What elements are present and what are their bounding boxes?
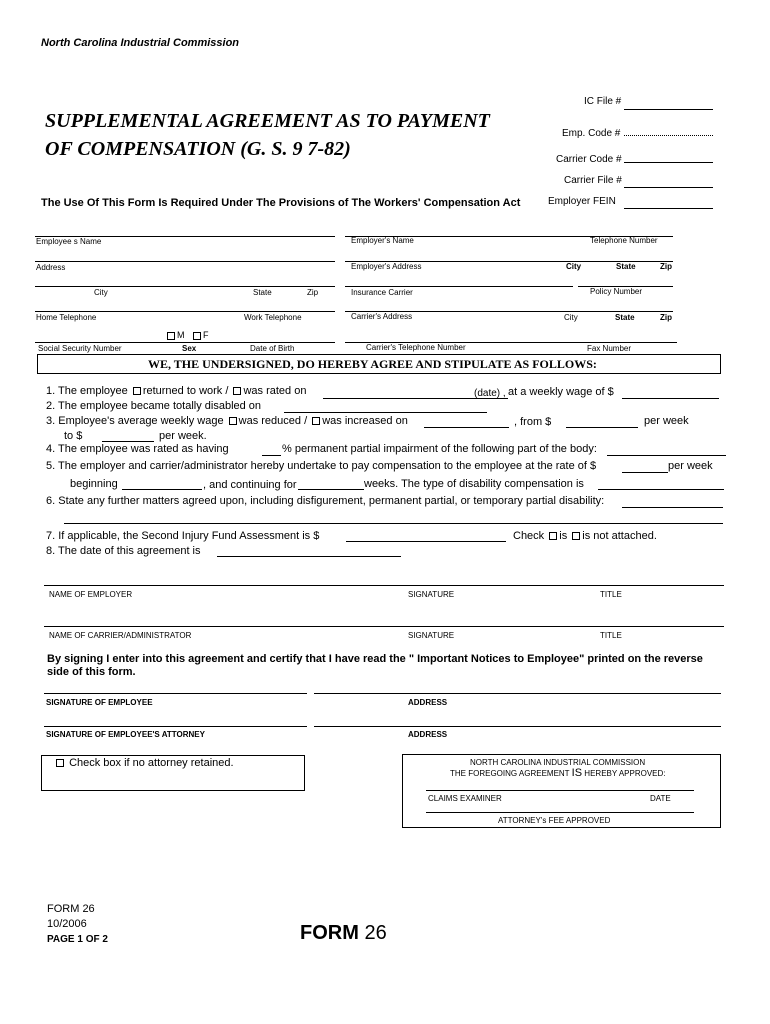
item-3-from-field[interactable] (566, 427, 638, 428)
item-7-amount-field[interactable] (346, 541, 506, 542)
attorney-fee-line[interactable] (426, 812, 694, 813)
employer-zip-label: Zip (660, 262, 672, 271)
insurance-carrier-label: Insurance Carrier (351, 288, 413, 297)
item-4-text-a: 4. The employee was rated as having (46, 443, 229, 455)
item-7-text-a: 7. If applicable, the Second Injury Fund Assessment is $ (46, 530, 320, 542)
footer-form-number: FORM 26 (47, 903, 95, 915)
item-5-beginning-label: beginning (70, 478, 118, 490)
item-1-wage-label: at a weekly wage of $ (508, 386, 614, 398)
ic-file-label: IC File # (584, 96, 622, 107)
fax-number-label: Fax Number (587, 344, 632, 353)
ssn-sex-dob-field[interactable] (35, 342, 335, 343)
attorney-address-label: ADDRESS (408, 730, 448, 739)
employer-name-label: Employer's Name (351, 236, 414, 245)
claims-examiner-label: CLAIMS EXAMINER (428, 794, 502, 803)
sex-f-checkbox[interactable] (193, 332, 201, 340)
home-telephone-label: Home Telephone (36, 313, 97, 322)
is-not-attached-checkbox[interactable] (572, 532, 580, 540)
item-6-field-a[interactable] (622, 507, 723, 508)
address-field[interactable] (35, 261, 335, 262)
carrier-signature-label: SIGNATURE (408, 631, 455, 640)
employee-address-label: ADDRESS (408, 698, 448, 707)
approval-statement (450, 767, 666, 779)
signature-of-employee-label: SIGNATURE OF EMPLOYEE (46, 698, 153, 707)
approval-text-b: IS (571, 767, 583, 779)
carrier-address-label: Carrier's Address (351, 312, 413, 321)
stipulation-text: WE, THE UNDERSIGNED, DO HEREBY AGREE AND STIPULATE AS FOLLOWS: (148, 357, 597, 371)
is-attached-checkbox[interactable] (549, 532, 557, 540)
item-1-text-a: 1. The employee (46, 385, 128, 397)
sex-m-checkbox[interactable] (167, 332, 175, 340)
city-label: City (94, 288, 108, 297)
footer-form-date: 10/2006 (47, 918, 87, 930)
item-3-per-week-label: per week (644, 415, 689, 427)
employee-name-label: Employee s Name (36, 237, 102, 246)
big-form-word: FORM (300, 922, 359, 944)
name-of-carrier-label: NAME OF CARRIER/ADMINISTRATOR (49, 631, 192, 640)
emp-code-label: Emp. Code # (562, 128, 621, 139)
item-1-text-b: returned to work / (142, 385, 229, 397)
item-3-date-field[interactable] (424, 427, 509, 428)
item-8-text: 8. The date of this agreement is (46, 545, 201, 557)
footer-big-form-label (300, 922, 387, 945)
sex-options (165, 330, 209, 340)
item-5-type-label: weeks. The type of disability compensation is (364, 478, 584, 490)
attorney-address-line[interactable] (314, 726, 721, 727)
org-name: North Carolina Industrial Commission (41, 37, 240, 49)
carrier-city-label: City (564, 313, 578, 322)
work-telephone-label: Work Telephone (244, 313, 302, 322)
sex-f-label: F (203, 330, 209, 340)
no-attorney-checkbox[interactable] (56, 759, 64, 767)
policy-number-label: Policy Number (590, 287, 643, 296)
returned-to-work-checkbox[interactable] (133, 387, 141, 395)
item-7-is-label: is (559, 530, 568, 542)
insurance-carrier-field[interactable] (345, 286, 573, 287)
was-increased-checkbox[interactable] (312, 417, 320, 425)
item-5-per-week-label: per week (668, 460, 713, 472)
item-2-text: 2. The employee became totally disabled on (46, 400, 262, 412)
item-3-to-field[interactable] (102, 441, 154, 442)
home-work-telephone-field[interactable] (35, 311, 335, 312)
carrier-telephone-label: Carrier's Telephone Number (366, 343, 466, 352)
item-8-date-field[interactable] (217, 556, 401, 557)
item-3-text-a: 3. Employee's average weekly wage (46, 415, 224, 427)
attorney-fee-label: ATTORNEY's FEE APPROVED (498, 816, 611, 825)
item-3 (46, 415, 408, 427)
item-3-per-week-end: per week. (159, 430, 207, 442)
was-reduced-checkbox[interactable] (229, 417, 237, 425)
employer-signature-label: SIGNATURE (408, 590, 455, 599)
carrier-state-label: State (615, 313, 635, 322)
item-7-check-label: Check (513, 530, 545, 542)
item-5-rate-field[interactable] (622, 472, 668, 473)
item-5-continuing-label: , and continuing for (203, 479, 297, 491)
item-6-field-b[interactable] (64, 523, 723, 524)
state-label: State (253, 288, 272, 297)
no-attorney-row (54, 757, 234, 769)
carrier-title-label: TITLE (600, 631, 622, 640)
carrier-signature-line[interactable] (44, 626, 724, 627)
item-4-body-part-field[interactable] (607, 455, 726, 456)
approval-text-a: THE FOREGOING AGREEMENT (450, 769, 570, 778)
item-1 (46, 385, 306, 397)
item-3-text-c: was increased on (322, 415, 408, 427)
ic-file-field[interactable] (624, 109, 713, 110)
item-1-text-c: was rated on (243, 385, 307, 397)
employer-state-label: State (616, 262, 636, 271)
carrier-code-field[interactable] (624, 162, 713, 163)
name-of-employer-label: NAME OF EMPLOYER (49, 590, 133, 599)
item-4-text-b: % permanent partial impairment of the following part of the body: (282, 443, 597, 455)
claims-examiner-line[interactable] (426, 790, 694, 791)
employee-address-line[interactable] (314, 693, 721, 694)
city-state-zip-field[interactable] (35, 286, 335, 287)
was-rated-checkbox[interactable] (233, 387, 241, 395)
employer-fein-field[interactable] (624, 208, 713, 209)
form-subtitle: The Use Of This Form Is Required Under The Provisions of The Workers' Compensation Act (41, 197, 521, 209)
item-1-date-label: (date) , (474, 388, 506, 399)
employee-signature-line[interactable] (44, 693, 307, 694)
employer-title-label: TITLE (600, 590, 622, 599)
item-5-text-a: 5. The employer and carrier/administrator hereby undertake to pay compensation to the employee at the rate of $ (46, 460, 597, 472)
zip-label: Zip (307, 288, 319, 297)
employer-fein-label: Employer FEIN (548, 196, 616, 207)
item-7-check (513, 530, 657, 542)
item-6-text: 6. State any further matters agreed upon, including disfigurement, permanent partial, or temporary partial disability: (46, 495, 605, 507)
sex-label: Sex (182, 344, 197, 353)
footer-page-number: PAGE 1 OF 2 (47, 934, 108, 945)
attorney-signature-line[interactable] (44, 726, 307, 727)
address-label: Address (36, 263, 66, 272)
carrier-zip-label: Zip (660, 313, 672, 322)
ssn-label: Social Security Number (38, 344, 122, 353)
item-5-weeks-field[interactable] (298, 489, 364, 490)
carrier-code-label: Carrier Code # (556, 154, 622, 165)
commission-name: NORTH CAROLINA INDUSTRIAL COMMISSION (470, 758, 646, 767)
certification-text: By signing I enter into this agreement and certify that I have read the " Important Notices to Employee" printed on the reverse side of this form. (47, 653, 703, 678)
item-7-is-not-label: is not attached. (582, 530, 657, 542)
item-5-beginning-field[interactable] (122, 489, 202, 490)
no-attorney-label: Check box if no attorney retained. (69, 757, 234, 769)
emp-code-field[interactable] (624, 135, 713, 136)
carrier-file-label: Carrier File # (564, 175, 622, 186)
item-1-wage-field[interactable] (622, 398, 719, 399)
carrier-file-field[interactable] (624, 187, 713, 188)
item-3-to-label: to $ (64, 430, 83, 442)
item-5-type-field[interactable] (598, 489, 724, 490)
telephone-number-label: Telephone Number (590, 236, 658, 245)
employer-city-label: City (566, 262, 582, 271)
signature-of-attorney-label: SIGNATURE OF EMPLOYEE'S ATTORNEY (46, 730, 205, 739)
item-2-date-field[interactable] (284, 412, 487, 413)
form-title-line1: SUPPLEMENTAL AGREEMENT AS TO PAYMENT (45, 110, 490, 132)
employer-address-label: Employer's Address (351, 262, 422, 271)
dob-label: Date of Birth (250, 344, 295, 353)
employer-signature-line[interactable] (44, 585, 724, 586)
approval-text-c: HEREBY APPROVED: (584, 769, 666, 778)
item-3-text-b: was reduced / (238, 415, 308, 427)
approval-date-label: DATE (650, 794, 671, 803)
item-4-percent-field[interactable] (262, 455, 281, 456)
big-form-number: 26 (364, 922, 387, 944)
form-title-line2: OF COMPENSATION (G. S. 9 7-82) (45, 138, 351, 160)
item-3-from-label: , from $ (514, 416, 552, 428)
sex-m-label: M (177, 330, 185, 340)
